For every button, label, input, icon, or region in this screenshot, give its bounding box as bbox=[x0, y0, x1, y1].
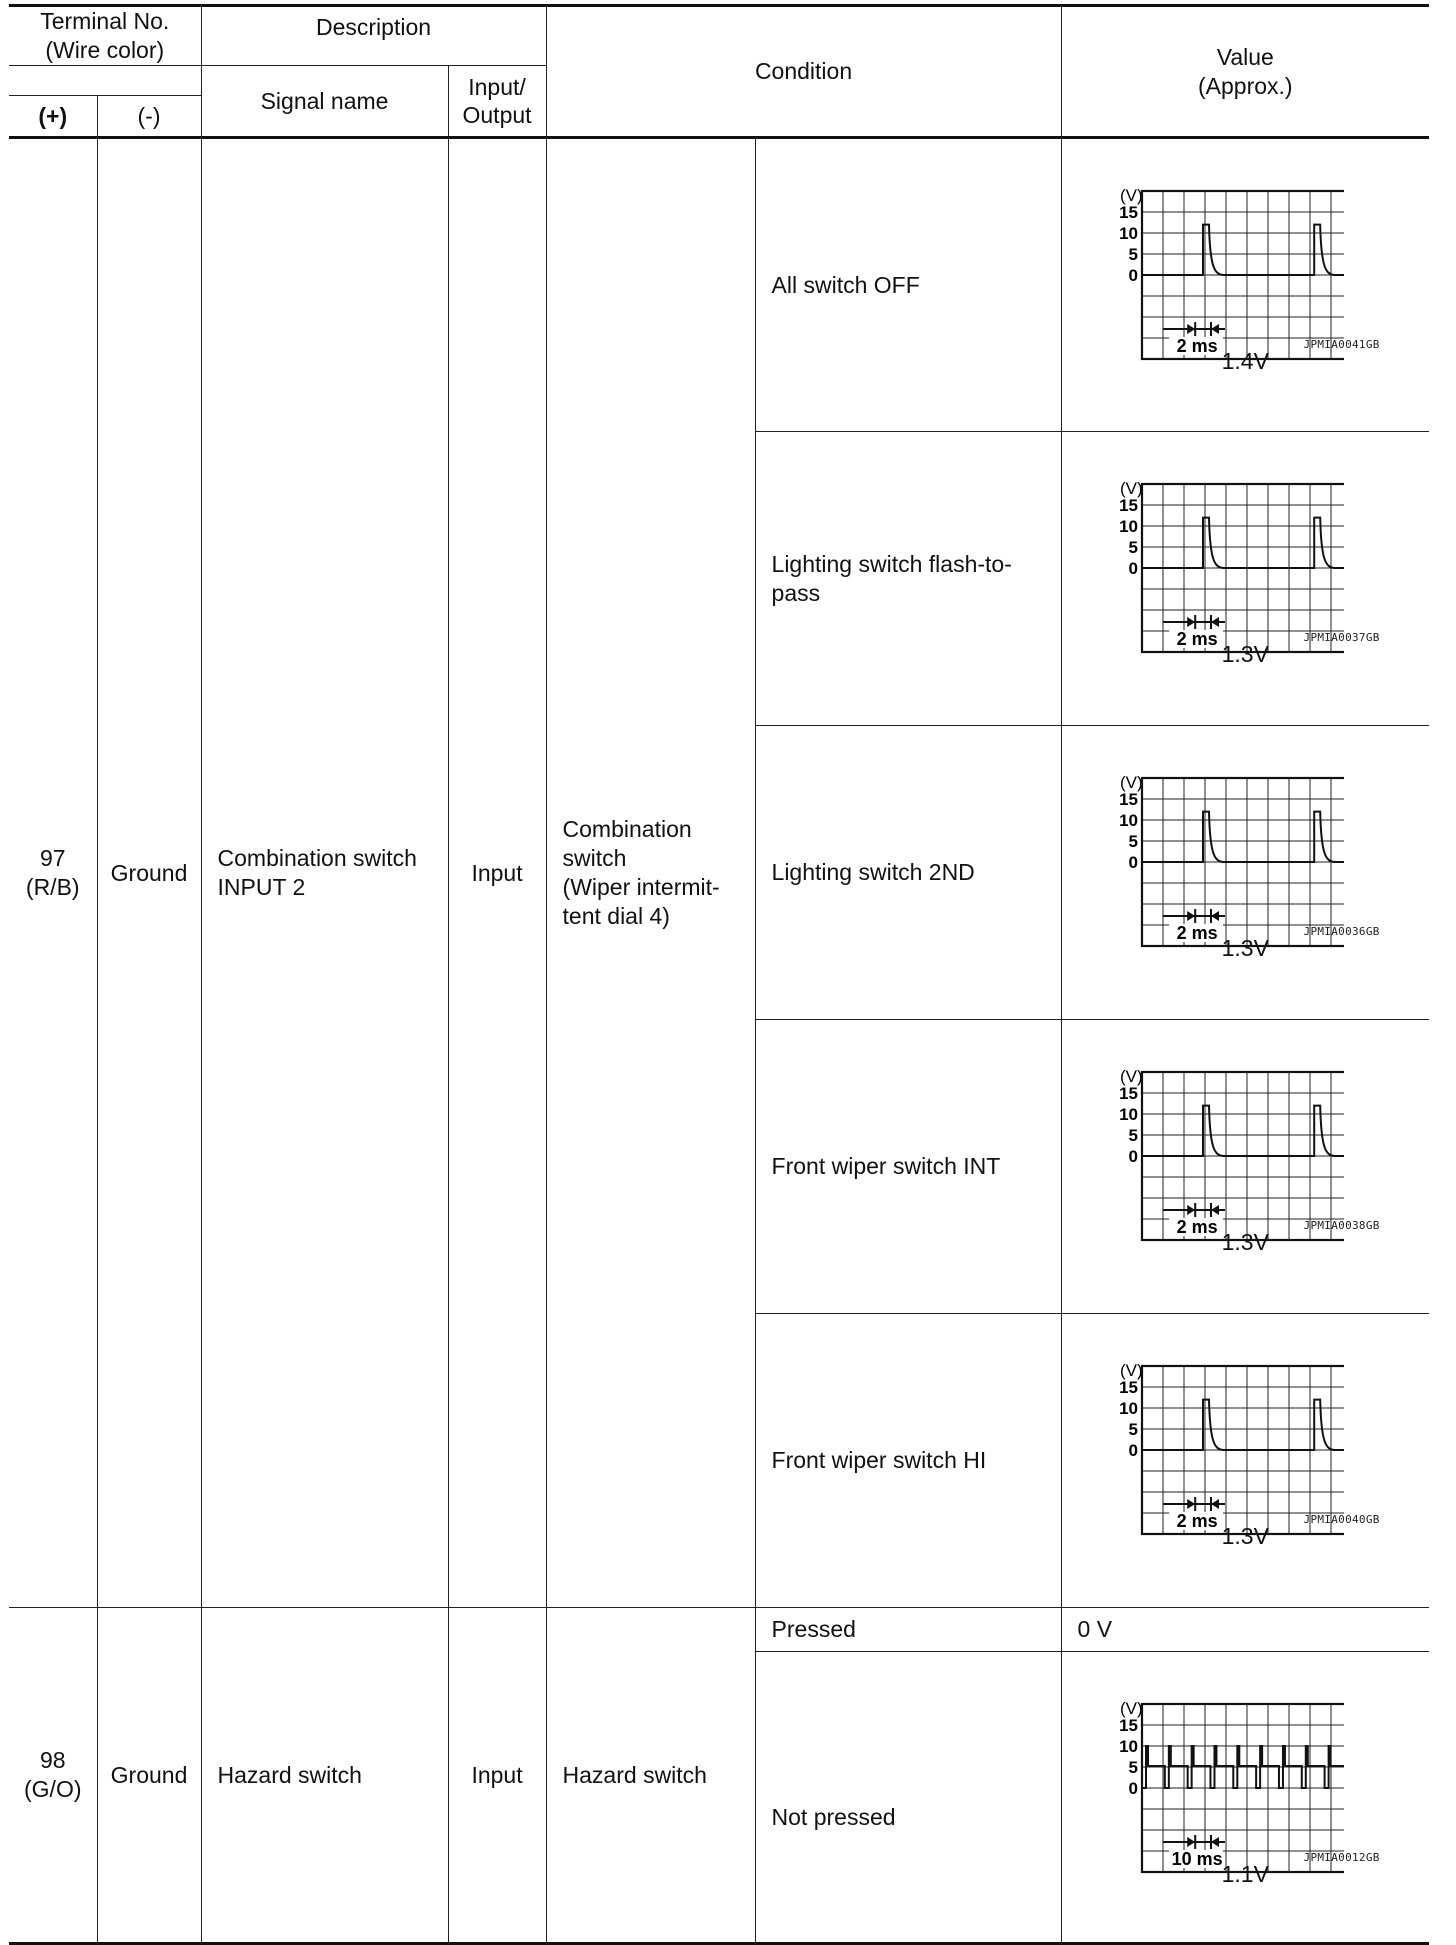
y-tick-label: 15 bbox=[1118, 496, 1138, 515]
sub-condition-text: All switch OFF bbox=[771, 271, 920, 298]
arrow-right-icon bbox=[1187, 1205, 1195, 1215]
io-header bbox=[448, 66, 546, 138]
value-cell bbox=[1061, 1652, 1429, 1944]
waveform-trace bbox=[1142, 225, 1344, 275]
y-tick-label: 0 bbox=[1128, 853, 1138, 872]
condition-group-cell bbox=[546, 1608, 755, 1944]
sub-condition-cell bbox=[755, 432, 1061, 726]
arrow-right-icon bbox=[1187, 617, 1195, 627]
time-scale-label: 2 ms bbox=[1176, 1511, 1218, 1531]
time-scale-label: 2 ms bbox=[1176, 1217, 1218, 1237]
sub-condition-text: Pressed bbox=[771, 1616, 856, 1642]
condition-line: (Wiper intermit- bbox=[562, 874, 720, 900]
condition-line: Hazard switch bbox=[562, 1761, 707, 1788]
y-tick-label: 0 bbox=[1128, 266, 1138, 285]
io-cell bbox=[448, 138, 546, 1608]
terminal-spec-table bbox=[9, 4, 1429, 1945]
value-cell bbox=[1061, 1608, 1429, 1652]
sub-condition-cell bbox=[755, 1314, 1061, 1608]
unit-label: (V) bbox=[1119, 773, 1143, 792]
approx-value: 1.3V bbox=[1221, 1523, 1269, 1549]
sub-condition-text: pass bbox=[771, 579, 821, 606]
time-scale-label: 10 ms bbox=[1171, 1849, 1223, 1869]
terminal-no-header bbox=[9, 6, 201, 66]
arrow-left-icon bbox=[1211, 1837, 1219, 1847]
unit-label: (V) bbox=[1119, 479, 1143, 498]
condition-line: Combination bbox=[562, 816, 692, 842]
y-tick-label: 15 bbox=[1118, 790, 1138, 809]
y-tick-label: 10 bbox=[1118, 1399, 1138, 1418]
condition-group-cell bbox=[546, 138, 755, 1608]
approx-value: 1.3V bbox=[1221, 935, 1269, 961]
terminal-number: 97 bbox=[39, 845, 66, 871]
y-tick-label: 15 bbox=[1118, 203, 1138, 222]
description-header bbox=[201, 6, 546, 66]
y-tick-label: 0 bbox=[1128, 1779, 1138, 1798]
arrow-left-icon bbox=[1211, 1205, 1219, 1215]
arrow-right-icon bbox=[1187, 1837, 1195, 1847]
wire-color: (G/O) bbox=[24, 1776, 82, 1802]
waveform-trace bbox=[1142, 1106, 1344, 1156]
io-label: Input bbox=[471, 1761, 523, 1788]
io-cell bbox=[448, 1608, 546, 1944]
table-row bbox=[9, 1608, 1429, 1652]
input-label: Input/ bbox=[468, 74, 526, 100]
signal-name-cell bbox=[201, 1608, 448, 1944]
signal-name-cell bbox=[201, 138, 448, 1608]
ground-label: Ground bbox=[110, 859, 188, 886]
arrow-right-icon bbox=[1187, 911, 1195, 921]
plus-header bbox=[9, 96, 97, 138]
minus-label: (-) bbox=[137, 102, 161, 129]
sub-condition-cell bbox=[755, 726, 1061, 1020]
y-tick-label: 10 bbox=[1118, 517, 1138, 536]
condition-header bbox=[546, 6, 1061, 138]
sub-condition-text: Lighting switch flash-to- bbox=[771, 550, 1012, 577]
unit-label: (V) bbox=[1119, 1361, 1143, 1380]
y-tick-label: 10 bbox=[1118, 1105, 1138, 1124]
condition-line: switch bbox=[562, 845, 627, 871]
signal-name-line: INPUT 2 bbox=[217, 874, 306, 900]
sub-condition-cell bbox=[755, 138, 1061, 432]
y-tick-label: 15 bbox=[1118, 1378, 1138, 1397]
figure-code: JPMIA0012GB bbox=[1303, 1851, 1380, 1864]
unit-label: (V) bbox=[1119, 186, 1143, 205]
time-scale-label: 2 ms bbox=[1176, 629, 1218, 649]
figure-code: JPMIA0037GB bbox=[1303, 631, 1380, 644]
ground-label: Ground bbox=[110, 1761, 188, 1788]
condition-line: tent dial 4) bbox=[562, 903, 670, 929]
value-cell bbox=[1061, 1020, 1429, 1314]
signal-name-line: Hazard switch bbox=[217, 1761, 362, 1788]
terminal-97-cell bbox=[9, 138, 97, 1608]
wire-color: (R/B) bbox=[25, 874, 80, 900]
figure-code: JPMIA0040GB bbox=[1303, 1513, 1380, 1526]
y-tick-label: 5 bbox=[1128, 1126, 1138, 1145]
approx-label: (Approx.) bbox=[1197, 72, 1293, 99]
y-tick-label: 0 bbox=[1128, 1147, 1138, 1166]
ground-cell bbox=[97, 138, 201, 1608]
time-scale-label: 2 ms bbox=[1176, 336, 1218, 356]
signal-name-header bbox=[201, 66, 448, 138]
arrow-left-icon bbox=[1211, 617, 1219, 627]
signal-name-line: Combination switch bbox=[217, 845, 417, 871]
figure-code: JPMIA0038GB bbox=[1303, 1219, 1380, 1232]
waveform-trace bbox=[1142, 518, 1344, 568]
plus-label: (+) bbox=[38, 102, 68, 129]
value-cell bbox=[1061, 726, 1429, 1020]
ground-cell bbox=[97, 1608, 201, 1944]
terminal-number: 98 bbox=[39, 1747, 66, 1773]
y-tick-label: 5 bbox=[1128, 832, 1138, 851]
y-tick-label: 5 bbox=[1128, 245, 1138, 264]
y-tick-label: 15 bbox=[1118, 1716, 1138, 1735]
terminal-no-label: Terminal No. bbox=[40, 8, 170, 34]
approx-value: 1.3V bbox=[1221, 641, 1269, 667]
y-tick-label: 10 bbox=[1118, 811, 1138, 830]
value-cell bbox=[1061, 1314, 1429, 1608]
sub-condition-text: Front wiper switch INT bbox=[771, 1153, 1001, 1179]
y-tick-label: 10 bbox=[1118, 224, 1138, 243]
approx-value: 1.4V bbox=[1221, 348, 1269, 374]
value-label: Value bbox=[1216, 43, 1274, 70]
arrow-right-icon bbox=[1187, 324, 1195, 334]
wire-color-label: (Wire color) bbox=[45, 37, 165, 63]
y-tick-label: 0 bbox=[1128, 559, 1138, 578]
approx-value: 1.1V bbox=[1221, 1861, 1269, 1887]
figure-code: JPMIA0041GB bbox=[1303, 338, 1380, 351]
value-header bbox=[1061, 6, 1429, 138]
arrow-right-icon bbox=[1187, 1499, 1195, 1509]
sub-condition-cell bbox=[755, 1020, 1061, 1314]
y-tick-label: 0 bbox=[1128, 1441, 1138, 1460]
description-label: Description bbox=[316, 14, 432, 40]
waveform-trace bbox=[1142, 1746, 1344, 1788]
unit-label: (V) bbox=[1119, 1699, 1143, 1718]
y-tick-label: 5 bbox=[1128, 1758, 1138, 1777]
sub-condition-cell bbox=[755, 1652, 1061, 1944]
arrow-left-icon bbox=[1211, 1499, 1219, 1509]
waveform-trace bbox=[1142, 812, 1344, 862]
unit-label: (V) bbox=[1119, 1067, 1143, 1086]
approx-value: 0 V bbox=[1077, 1616, 1113, 1642]
table-row bbox=[9, 138, 1429, 432]
sub-condition-text: Not pressed bbox=[771, 1803, 896, 1830]
minus-header bbox=[97, 96, 201, 138]
io-label: Input bbox=[471, 859, 523, 886]
arrow-left-icon bbox=[1211, 911, 1219, 921]
terminal-header-spacer bbox=[9, 66, 201, 96]
approx-value: 1.3V bbox=[1221, 1229, 1269, 1255]
output-label: Output bbox=[462, 102, 532, 128]
time-scale-label: 2 ms bbox=[1176, 923, 1218, 943]
sub-condition-text: Lighting switch 2ND bbox=[771, 859, 975, 885]
y-tick-label: 5 bbox=[1128, 538, 1138, 557]
arrow-left-icon bbox=[1211, 324, 1219, 334]
value-cell bbox=[1061, 138, 1429, 432]
sub-condition-text: Front wiper switch HI bbox=[771, 1447, 987, 1473]
y-tick-label: 5 bbox=[1128, 1420, 1138, 1439]
terminal-98-cell bbox=[9, 1608, 97, 1944]
condition-label: Condition bbox=[754, 58, 853, 84]
y-tick-label: 15 bbox=[1118, 1084, 1138, 1103]
figure-code: JPMIA0036GB bbox=[1303, 925, 1380, 938]
value-cell bbox=[1061, 432, 1429, 726]
y-tick-label: 10 bbox=[1118, 1737, 1138, 1756]
waveform-trace bbox=[1142, 1400, 1344, 1450]
sub-condition-cell bbox=[755, 1608, 1061, 1652]
signal-name-label: Signal name bbox=[260, 87, 389, 114]
